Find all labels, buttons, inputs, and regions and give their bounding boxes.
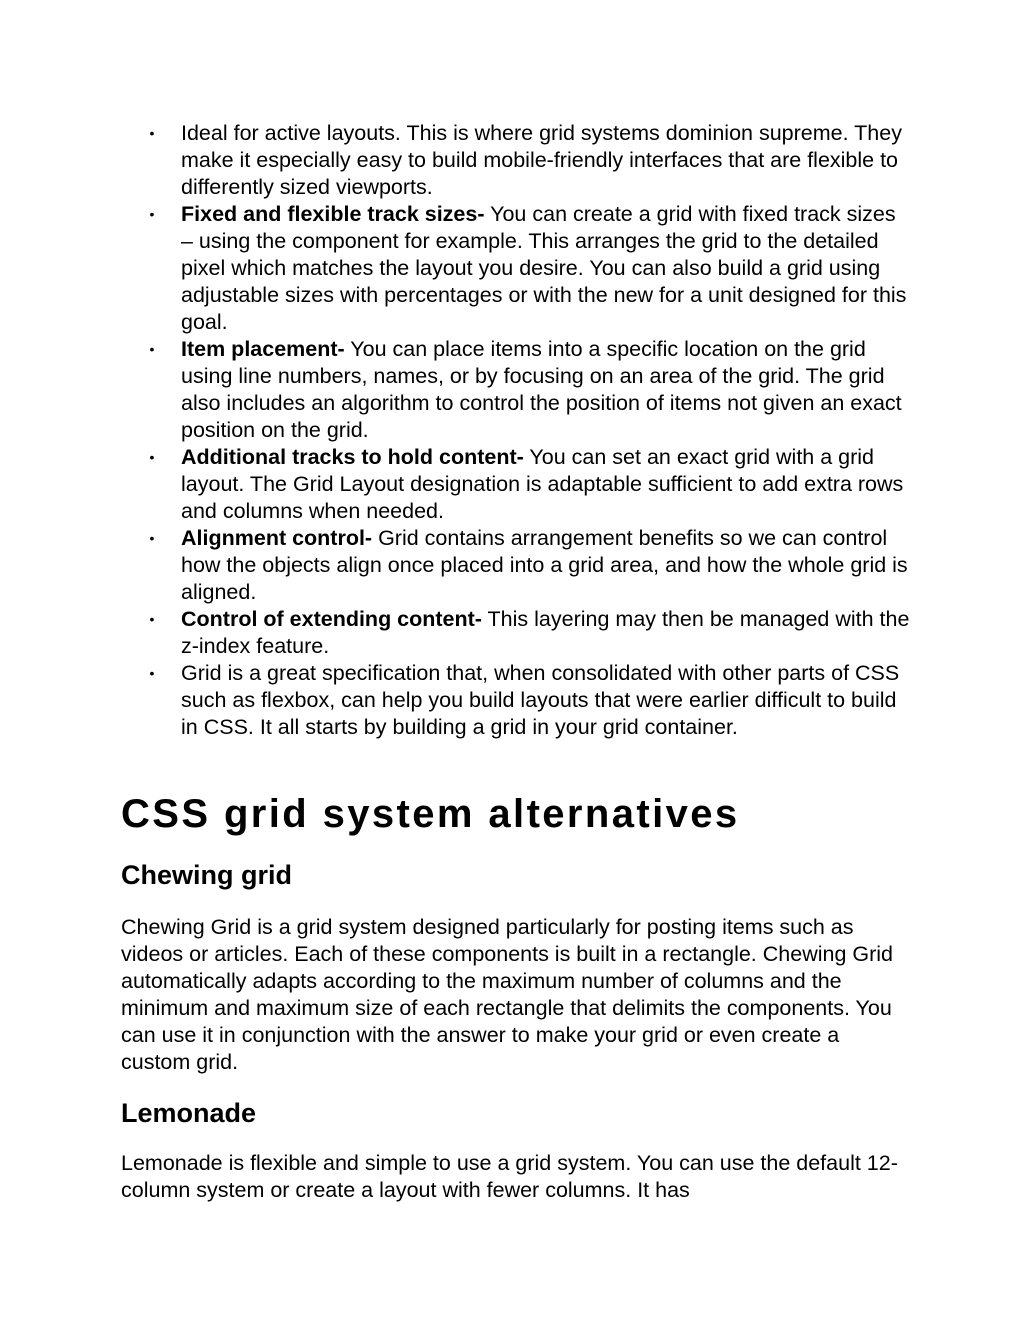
- bullet-term: Control of extending content-: [181, 607, 482, 631]
- list-item: [0, 444, 911, 525]
- section-title: CSS grid system alternatives: [121, 792, 740, 836]
- bullet-icon: •: [149, 206, 155, 222]
- list-item: [0, 336, 911, 444]
- bullet-text: Grid is a great specification that, when consolidated with other parts of CSS such as flexbox, can help you build layouts that were earlier difficult to build in CSS. It all starts by building a grid in your grid container.: [181, 661, 900, 739]
- chewing-grid-paragraph: Chewing Grid is a grid system designed particularly for posting items such as videos or articles. Each of these components is built in a rectangle. Chewing Grid automatically adapts according to the maximum number of columns and the minimum and maximum size of each rectangle that delimits the components. You can use it in conjunction with the answer to make your grid or even create a custom grid.: [121, 915, 894, 1074]
- bullet-text: You can set an exact grid with a grid layout. The Grid Layout designation is adaptable sufficient to add extra rows and columns when needed.: [181, 445, 904, 523]
- bullet-text: Ideal for active layouts. This is where grid systems dominion supreme. They make it especially easy to build mobile-friendly interfaces that are flexible to differently sized viewports.: [181, 121, 902, 199]
- bullet-icon: •: [149, 449, 155, 465]
- bullet-text: You can place items into a specific location on the grid using line numbers, names, or by focusing on an area of the grid. The grid also includes an algorithm to control the position of items not given an exact position on the grid.: [181, 337, 902, 442]
- bullet-term: Fixed and flexible track sizes-: [181, 202, 485, 226]
- bullet-text: You can create a grid with fixed track sizes – using the component for example. This arranges the grid to the detailed pixel which matches the layout you desire. You can also build a grid using adjustable sizes with percentages or with the new for a unit designed for this goal.: [181, 202, 907, 334]
- list-item: [0, 606, 911, 660]
- bullet-icon: •: [149, 530, 155, 546]
- bullet-text: This layering may then be managed with the z-index feature.: [181, 607, 910, 658]
- list-item: [0, 120, 911, 201]
- bullet-icon: •: [149, 125, 155, 141]
- bullet-term: Alignment control-: [181, 526, 373, 550]
- bullet-icon: •: [149, 341, 155, 357]
- feature-bullet-list: [0, 120, 1024, 741]
- bullet-term: Item placement-: [181, 337, 345, 361]
- bullet-term: Additional tracks to hold content-: [181, 445, 524, 469]
- list-item: [0, 660, 911, 741]
- list-item: [0, 201, 911, 336]
- bullet-text: Grid contains arrangement benefits so we can control how the objects align once placed into a grid area, and how the whole grid is aligned.: [181, 526, 908, 604]
- lemonade-heading: Lemonade: [121, 1098, 257, 1128]
- lemonade-paragraph: Lemonade is flexible and simple to use a grid system. You can use the default 12-column system or create a layout with fewer columns. It has: [121, 1151, 898, 1202]
- bullet-icon: •: [149, 665, 155, 681]
- bullet-icon: •: [149, 611, 155, 627]
- chewing-grid-heading: Chewing grid: [121, 860, 292, 890]
- list-item: [0, 525, 911, 606]
